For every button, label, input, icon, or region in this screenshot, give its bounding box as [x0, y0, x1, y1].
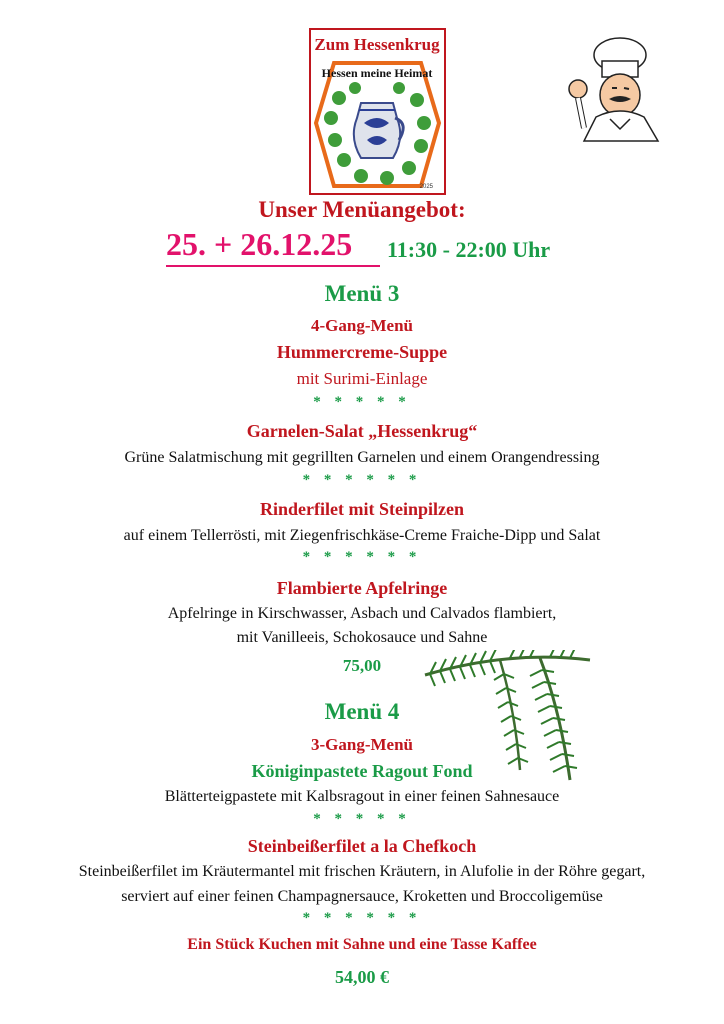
date-underline: [166, 265, 380, 267]
menu3-course1-desc: mit Surimi-Einlage: [296, 369, 428, 388]
menu3-course1-name: Hummercreme-Suppe: [276, 342, 448, 362]
menu4-course2-desc-line2: serviert auf einer feinen Champagnersauce, Kroketten und Broccoligemüse: [121, 888, 603, 905]
bembel-jug-icon: [354, 103, 403, 158]
menu4-course1-desc: Blätterteigpastete mit Kalbsragout in einer feinen Sahnesauce: [164, 788, 560, 805]
menu3-separator-1: * * * * *: [313, 394, 411, 410]
menu3-type: 4-Gang-Menü: [311, 316, 413, 335]
menu4-price: 54,00 €: [335, 967, 389, 987]
event-dates: 25. + 26.12.25: [166, 226, 353, 262]
date-line: [0, 226, 724, 272]
menu4-type: 3-Gang-Menü: [311, 735, 413, 754]
menu3-course3-name: Rinderfilet mit Steinpilzen: [260, 499, 464, 519]
menu3-price: 75,00: [342, 656, 382, 675]
hessenkrug-logo: [309, 28, 446, 195]
logo-subtitle: Hessen meine Heimat: [321, 66, 433, 80]
menu3-course3-desc: auf einem Tellerrösti, mit Ziegenfrischkäse-Creme Fraiche-Dipp und Salat: [123, 527, 601, 544]
logo-year: 2025: [419, 184, 433, 190]
menu4-course3-name: Ein Stück Kuchen mit Sahne und eine Tasse Kaffee: [187, 936, 537, 953]
menu4-course1-name: Königinpastete Ragout Fond: [251, 761, 473, 781]
menu3-course4-name: Flambierte Apfelringe: [276, 578, 448, 598]
menu3-separator-3: * * * * * *: [302, 549, 422, 565]
menu3-course2-desc: Grüne Salatmischung mit gegrillten Garnelen und einem Orangendressing: [124, 449, 600, 466]
menu3-separator-2: * * * * * *: [302, 472, 422, 488]
logo-name: Zum Hessenkrug: [314, 35, 440, 54]
menu4-separator-1: * * * * *: [313, 811, 411, 827]
menu3-title: Menü 3: [324, 281, 400, 306]
chef-icon: [562, 33, 668, 143]
event-time: 11:30 - 22:00 Uhr: [387, 237, 551, 262]
menu4-separator-2: * * * * * *: [302, 910, 422, 926]
menu3-course2-name: Garnelen-Salat „Hessenkrug“: [246, 421, 478, 441]
menu3-course4-desc-line1: Apfelringe in Kirschwasser, Asbach und Calvados flambiert,: [167, 605, 557, 622]
menu4-title: Menü 4: [324, 699, 400, 724]
menu4-course2-name: Steinbeißerfilet a la Chefkoch: [247, 836, 477, 856]
menu3-course4-desc-line2: mit Vanilleeis, Schokosauce und Sahne: [236, 629, 488, 646]
menu4-course2-desc-line1: Steinbeißerfilet im Kräutermantel mit frischen Kräutern, in Alufolie in der Röhre gegart,: [78, 863, 646, 880]
menu-offer-title: Unser Menüangebot:: [258, 197, 466, 222]
